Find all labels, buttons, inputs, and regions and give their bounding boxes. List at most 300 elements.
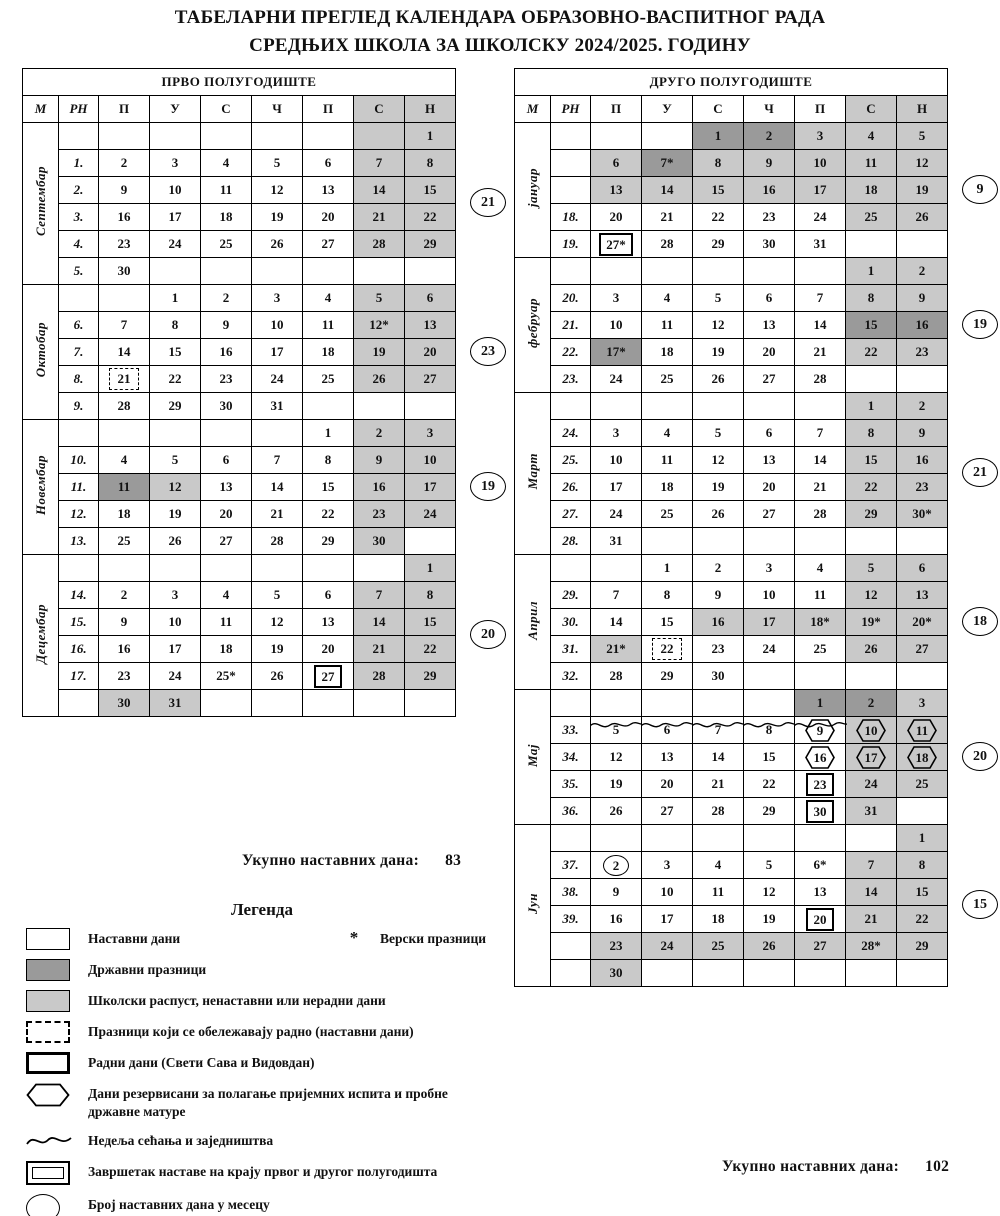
- legend-title: Легенда: [230, 900, 294, 919]
- day-cell: 8: [744, 717, 795, 744]
- day-cell: 24: [795, 204, 846, 231]
- day-cell: 26: [693, 366, 744, 393]
- day-cell: [354, 123, 405, 150]
- day-cell: 7: [99, 312, 150, 339]
- column-header: П: [795, 96, 846, 123]
- day-cell: 19: [693, 474, 744, 501]
- week-row: [23, 663, 456, 690]
- week-number-cell: 30.: [551, 609, 591, 636]
- day-cell: 15: [303, 474, 354, 501]
- day-cell: [354, 258, 405, 285]
- week-number-cell: [551, 258, 591, 285]
- day-cell: 28: [354, 231, 405, 258]
- day-cell: 29: [846, 501, 897, 528]
- day-cell: [642, 636, 693, 663]
- day-cell: [405, 690, 456, 717]
- week-number-cell: 3.: [59, 204, 99, 231]
- week-row: [515, 258, 948, 285]
- day-cell: [846, 366, 897, 393]
- day-cell: 30: [591, 960, 642, 987]
- day-cell: [591, 852, 642, 879]
- week-row: [515, 285, 948, 312]
- week-number-cell: 38.: [551, 879, 591, 906]
- day-cell: [642, 690, 693, 717]
- day-cell: [252, 690, 303, 717]
- column-header: Ч: [252, 96, 303, 123]
- day-cell: 29: [744, 798, 795, 825]
- week-number-cell: 33.: [551, 717, 591, 744]
- day-cell: 2: [693, 555, 744, 582]
- week-row: [23, 312, 456, 339]
- day-cell: 9: [201, 312, 252, 339]
- month-name-cell: [515, 123, 551, 258]
- column-header: РН: [551, 96, 591, 123]
- month-teaching-days-total: 20: [470, 620, 506, 649]
- day-cell: 6: [744, 285, 795, 312]
- legend-swatch: [22, 928, 88, 950]
- week-row: [515, 663, 948, 690]
- day-cell: 10: [150, 609, 201, 636]
- day-cell: 15: [897, 879, 948, 906]
- day-cell: [693, 690, 744, 717]
- day-cell: [693, 825, 744, 852]
- month-label: фебруар: [524, 298, 540, 348]
- day-cell: 15: [846, 312, 897, 339]
- day-cell: 16: [354, 474, 405, 501]
- week-row: [23, 339, 456, 366]
- day-cell: [744, 393, 795, 420]
- day-cell: 12*: [354, 312, 405, 339]
- legend-label: Завршетак наставе на крају првог и другог полугодишта: [88, 1164, 438, 1180]
- week-number-cell: 9.: [59, 393, 99, 420]
- day-cell: 24: [642, 933, 693, 960]
- day-cell: 2: [846, 690, 897, 717]
- day-cell: 3: [744, 555, 795, 582]
- day-cell: 10: [591, 447, 642, 474]
- day-cell: [252, 258, 303, 285]
- day-cell: [303, 555, 354, 582]
- month-name-cell: [23, 123, 59, 285]
- day-cell: 14: [795, 447, 846, 474]
- day-cell: 28: [252, 528, 303, 555]
- day-cell: [99, 285, 150, 312]
- day-cell: 5: [693, 420, 744, 447]
- week-number-cell: 21.: [551, 312, 591, 339]
- month-label: Децембар: [32, 603, 48, 664]
- legend-label: Радни дани (Свети Сава и Видовдан): [88, 1055, 315, 1070]
- day-cell: [99, 420, 150, 447]
- day-cell: [591, 825, 642, 852]
- week-row: [515, 150, 948, 177]
- day-cell: [897, 960, 948, 987]
- week-row: [515, 609, 948, 636]
- column-header: П: [591, 96, 642, 123]
- day-cell: 10: [405, 447, 456, 474]
- day-cell: [846, 825, 897, 852]
- week-row: [23, 366, 456, 393]
- day-cell: 21: [642, 204, 693, 231]
- week-number-cell: 27.: [551, 501, 591, 528]
- day-cell: 2: [897, 393, 948, 420]
- week-number-cell: [551, 960, 591, 987]
- day-cell: 23: [591, 933, 642, 960]
- day-cell: 22: [846, 474, 897, 501]
- day-cell: 29: [405, 231, 456, 258]
- day-cell: 20: [642, 771, 693, 798]
- week-row: [23, 447, 456, 474]
- day-cell: [99, 123, 150, 150]
- day-cell: 20: [744, 339, 795, 366]
- legend-item: [22, 1130, 502, 1152]
- legend-item: [22, 1161, 502, 1185]
- day-cell: 21: [846, 906, 897, 933]
- day-cell: [795, 744, 846, 771]
- legend-item: [22, 1052, 502, 1074]
- month-label: Мај: [524, 743, 540, 767]
- term-end-marker: 27*: [599, 233, 633, 256]
- day-cell: 26: [150, 528, 201, 555]
- day-cell: [150, 420, 201, 447]
- day-cell: 13: [201, 474, 252, 501]
- religious-holiday-star-icon: *: [349, 928, 359, 947]
- day-cell: 14: [591, 609, 642, 636]
- day-cell: [795, 798, 846, 825]
- second-total-value: 102: [925, 1158, 950, 1175]
- day-cell: 11: [642, 312, 693, 339]
- day-cell: 5: [744, 852, 795, 879]
- dark-swatch-icon: [26, 959, 70, 981]
- term-end-marker: 30: [806, 800, 834, 823]
- week-number-cell: [551, 933, 591, 960]
- day-cell: 19: [591, 771, 642, 798]
- day-cell: [591, 690, 642, 717]
- week-row: [23, 636, 456, 663]
- month-label: Септембар: [32, 166, 48, 237]
- day-cell: 18: [642, 339, 693, 366]
- day-cell: 21*: [591, 636, 642, 663]
- day-cell: 19: [150, 501, 201, 528]
- day-cell: [201, 420, 252, 447]
- day-cell: 17: [591, 474, 642, 501]
- day-cell: 14: [354, 177, 405, 204]
- legend-label: Државни празници: [88, 962, 207, 977]
- month-teaching-days-total: 20: [962, 742, 998, 771]
- day-cell: 5: [150, 447, 201, 474]
- day-cell: 25: [303, 366, 354, 393]
- day-cell: [744, 258, 795, 285]
- week-number-cell: 37.: [551, 852, 591, 879]
- week-number-cell: 35.: [551, 771, 591, 798]
- term-end-marker: 27: [314, 665, 342, 688]
- day-cell: [354, 393, 405, 420]
- day-cell: 5: [252, 150, 303, 177]
- week-number-cell: 11.: [59, 474, 99, 501]
- doublebox-swatch-icon: [26, 1161, 70, 1185]
- day-cell: [693, 393, 744, 420]
- week-number-cell: 7.: [59, 339, 99, 366]
- month-label: Март: [524, 453, 540, 490]
- day-cell: 4: [303, 285, 354, 312]
- week-row: [515, 744, 948, 771]
- week-number-cell: 26.: [551, 474, 591, 501]
- day-cell: 19*: [846, 609, 897, 636]
- day-cell: [303, 690, 354, 717]
- day-cell: 14: [846, 879, 897, 906]
- day-cell: 23: [201, 366, 252, 393]
- week-row: [515, 690, 948, 717]
- day-cell: 30: [354, 528, 405, 555]
- day-cell: 17: [150, 204, 201, 231]
- month-label: Април: [524, 600, 540, 640]
- day-cell: 13: [303, 609, 354, 636]
- day-cell: 30: [693, 663, 744, 690]
- day-cell: [252, 420, 303, 447]
- legend-swatch: [22, 1021, 88, 1043]
- week-number-cell: 31.: [551, 636, 591, 663]
- day-cell: 6: [897, 555, 948, 582]
- day-cell: 26: [846, 636, 897, 663]
- day-cell: [354, 555, 405, 582]
- day-cell: 4: [201, 582, 252, 609]
- day-cell: 27: [897, 636, 948, 663]
- day-cell: 16: [693, 609, 744, 636]
- week-row: [23, 393, 456, 420]
- day-cell: 29: [897, 933, 948, 960]
- day-cell: [897, 528, 948, 555]
- week-number-cell: 16.: [59, 636, 99, 663]
- week-row: [23, 555, 456, 582]
- week-number-cell: 20.: [551, 285, 591, 312]
- day-cell: 12: [150, 474, 201, 501]
- day-cell: 5: [252, 582, 303, 609]
- day-cell: 6*: [795, 852, 846, 879]
- day-cell: 28: [693, 798, 744, 825]
- first-semester-total: [242, 852, 461, 870]
- column-header: С: [354, 96, 405, 123]
- day-cell: 2: [99, 150, 150, 177]
- week-number-cell: [59, 555, 99, 582]
- day-cell: [642, 123, 693, 150]
- week-row: [23, 528, 456, 555]
- day-cell: 5: [354, 285, 405, 312]
- month-name-cell: [515, 555, 551, 690]
- day-cell: 14: [642, 177, 693, 204]
- day-cell: 15: [642, 609, 693, 636]
- day-cell: 21: [795, 339, 846, 366]
- day-cell: [303, 663, 354, 690]
- day-cell: 25: [846, 204, 897, 231]
- day-cell: 16: [897, 312, 948, 339]
- day-cell: 8: [846, 420, 897, 447]
- day-cell: [150, 555, 201, 582]
- day-cell: 27: [795, 933, 846, 960]
- day-cell: 3: [591, 285, 642, 312]
- week-row: [515, 528, 948, 555]
- day-cell: 9: [591, 879, 642, 906]
- day-cell: 11: [693, 879, 744, 906]
- day-cell: 1: [405, 555, 456, 582]
- week-row: [515, 393, 948, 420]
- day-cell: [201, 555, 252, 582]
- day-cell: 29: [405, 663, 456, 690]
- week-number-cell: 22.: [551, 339, 591, 366]
- exam-day-hexagon: 11: [907, 719, 937, 742]
- day-cell: 28: [354, 663, 405, 690]
- wave-swatch-icon: [26, 1130, 72, 1152]
- day-cell: 11: [795, 582, 846, 609]
- day-cell: 2: [99, 582, 150, 609]
- week-number-cell: 5.: [59, 258, 99, 285]
- day-cell: [744, 528, 795, 555]
- day-cell: 9: [99, 177, 150, 204]
- legend-label: Број наставних дана у месецу: [88, 1197, 270, 1213]
- legend-item: [22, 990, 502, 1012]
- day-cell: 23: [744, 204, 795, 231]
- day-cell: 31: [150, 690, 201, 717]
- week-number-cell: 28.: [551, 528, 591, 555]
- day-cell: 28*: [846, 933, 897, 960]
- day-cell: 17: [150, 636, 201, 663]
- day-cell: 13: [744, 312, 795, 339]
- day-cell: 21: [693, 771, 744, 798]
- legend-item: [22, 928, 502, 950]
- legend-swatch: [22, 1161, 88, 1185]
- day-cell: 31: [846, 798, 897, 825]
- week-row: [515, 717, 948, 744]
- day-cell: 10: [252, 312, 303, 339]
- day-cell: 14: [354, 609, 405, 636]
- day-cell: [846, 231, 897, 258]
- day-cell: 27: [303, 231, 354, 258]
- day-cell: 24: [405, 501, 456, 528]
- month-teaching-days-total: 15: [962, 890, 998, 919]
- day-cell: 22: [693, 204, 744, 231]
- day-cell: [795, 393, 846, 420]
- day-cell: 8: [693, 150, 744, 177]
- first-total-label: Укупно наставних дана:: [242, 852, 420, 869]
- day-cell: 29: [303, 528, 354, 555]
- week-row: [515, 231, 948, 258]
- day-cell: 20: [405, 339, 456, 366]
- week-number-cell: [551, 690, 591, 717]
- day-cell: 13: [591, 177, 642, 204]
- legend-label-secondary: Верски празници: [380, 931, 487, 946]
- month-teaching-days-total: 21: [962, 458, 998, 487]
- day-cell: 8: [405, 150, 456, 177]
- week-number-cell: 2.: [59, 177, 99, 204]
- day-cell: 22: [897, 906, 948, 933]
- day-cell: [252, 123, 303, 150]
- day-cell: [354, 690, 405, 717]
- day-cell: 25: [693, 933, 744, 960]
- day-cell: 17: [795, 177, 846, 204]
- day-cell: 1: [795, 690, 846, 717]
- day-cell: 17: [252, 339, 303, 366]
- legend-swatch: [22, 990, 88, 1012]
- month-name-cell: [515, 393, 551, 555]
- day-cell: 22: [405, 636, 456, 663]
- day-cell: 12: [846, 582, 897, 609]
- day-cell: 27: [744, 366, 795, 393]
- column-header: П: [303, 96, 354, 123]
- day-cell: 30: [744, 231, 795, 258]
- day-cell: 4: [642, 420, 693, 447]
- month-name-cell: [515, 258, 551, 393]
- day-cell: [846, 717, 897, 744]
- working-holiday-marker: 21: [109, 368, 139, 390]
- exam-day-hexagon: 10: [856, 719, 886, 742]
- day-cell: 1: [846, 393, 897, 420]
- day-cell: 12: [693, 447, 744, 474]
- day-cell: 6: [744, 420, 795, 447]
- week-number-cell: 1.: [59, 150, 99, 177]
- month-label: јануар: [524, 168, 540, 208]
- week-row: [515, 825, 948, 852]
- working-holiday-marker: 22: [652, 638, 682, 660]
- day-cell: [405, 393, 456, 420]
- day-cell: 3: [150, 150, 201, 177]
- day-cell: [591, 258, 642, 285]
- day-cell: [150, 258, 201, 285]
- day-cell: [201, 258, 252, 285]
- week-number-cell: [59, 123, 99, 150]
- week-number-cell: 6.: [59, 312, 99, 339]
- day-cell: 12: [897, 150, 948, 177]
- day-cell: [897, 663, 948, 690]
- day-cell: 2: [897, 258, 948, 285]
- day-cell: 1: [405, 123, 456, 150]
- day-cell: 30: [201, 393, 252, 420]
- day-cell: 24: [591, 366, 642, 393]
- week-row: [515, 771, 948, 798]
- day-cell: 16: [99, 636, 150, 663]
- day-cell: 25: [642, 501, 693, 528]
- day-cell: 10: [744, 582, 795, 609]
- month-teaching-days-total: 19: [470, 472, 506, 501]
- legend: [22, 900, 502, 1216]
- day-cell: 10: [795, 150, 846, 177]
- month-name-cell: [23, 285, 59, 420]
- day-cell: 28: [591, 663, 642, 690]
- week-number-cell: [551, 150, 591, 177]
- column-header: РН: [59, 96, 99, 123]
- day-cell: 4: [99, 447, 150, 474]
- day-cell: 9: [354, 447, 405, 474]
- day-cell: [642, 825, 693, 852]
- legend-swatch: [22, 1083, 88, 1107]
- day-cell: 19: [252, 204, 303, 231]
- second-semester-table: [514, 68, 948, 987]
- day-cell: 3: [405, 420, 456, 447]
- day-cell: 26: [591, 798, 642, 825]
- day-cell: [795, 663, 846, 690]
- day-cell: 8: [150, 312, 201, 339]
- day-cell: 25: [897, 771, 948, 798]
- day-cell: 12: [744, 879, 795, 906]
- day-cell: [99, 366, 150, 393]
- column-header: С: [693, 96, 744, 123]
- day-cell: 22: [846, 339, 897, 366]
- day-cell: 25*: [201, 663, 252, 690]
- title-line-1: ТАБЕЛАРНИ ПРЕГЛЕД КАЛЕНДАРА ОБРАЗОВНО-ВАСПИТНОГ РАДА: [174, 7, 826, 28]
- day-cell: 20: [201, 501, 252, 528]
- month-name-cell: [515, 825, 551, 987]
- day-cell: 12: [591, 744, 642, 771]
- day-cell: 29: [693, 231, 744, 258]
- column-header: М: [23, 96, 59, 123]
- month-name-cell: [23, 555, 59, 717]
- day-cell: 12: [693, 312, 744, 339]
